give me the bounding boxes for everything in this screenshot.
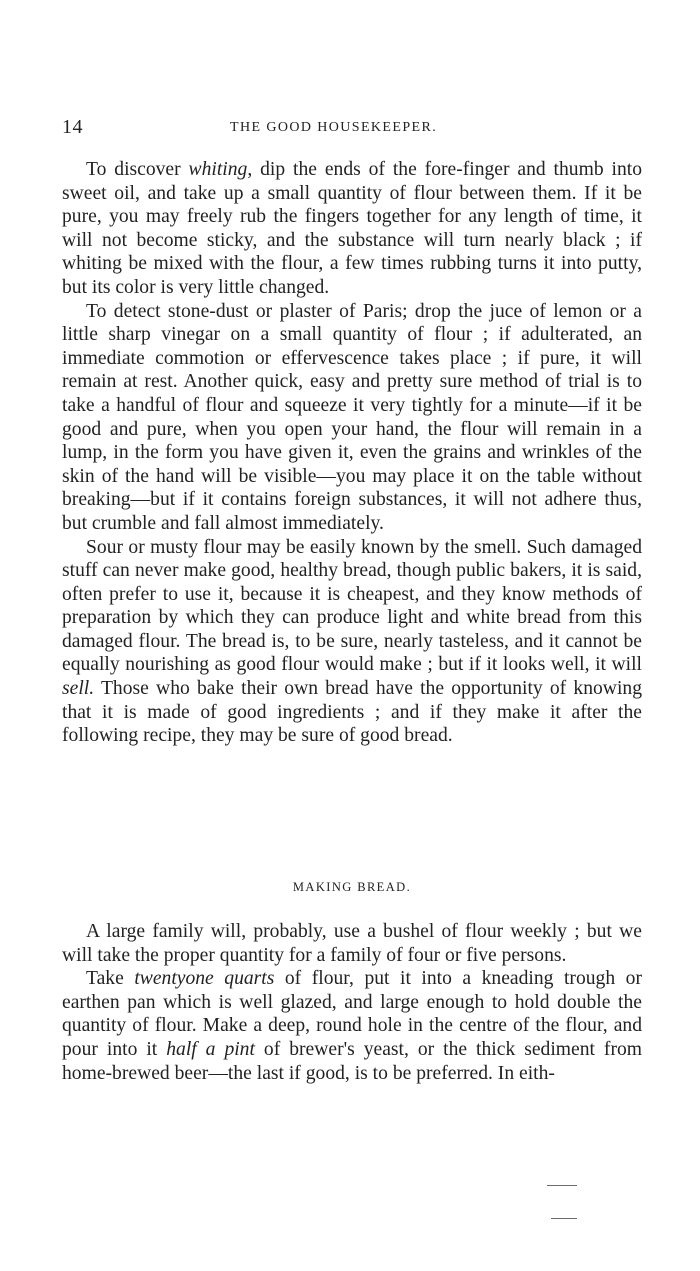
italic-term: sell. [62,678,95,700]
text-run: of flour, put it into a kneading trough or earthen pan which is well glazed, and large enough to hold double the quantity of flour. Make a deep, round hole in the centre of the flour, and pour into it [62,968,642,1060]
italic-term: twentyone quarts [134,968,275,990]
ink-mark [551,1218,577,1219]
text-run: Sour or musty flour may be easily known by the smell. Such damaged stuff can never make good, healthy bread, though public bakers, it is said, often prefer to use it, because it is cheapest, and they know methods of preparation by which they can produce light and white bread from this damaged flour. The bread is, to be sure, nearly tasteless, and it cannot be equally nourishing as good flour would make ; but if it looks well, it will [62,536,642,676]
text-run: Take [86,968,135,990]
paragraph-stone-dust: To detect stone-dust or plaster of Paris; drop the juce of lemon or a little sharp vinegar on a small quantity of flour ; if adulterated, an immediate commotion or effervescence takes place ; if pure, it will remain at rest. Another quick, easy and pretty sure method of trial is to take a handful of flour and squeeze it very tightly for a minute—if it be good and pure, when you open your hand, the flour will remain in a lump, in the form you have given it, even the grains and wrinkles of the skin of the hand will be visible—you may place it on the table without breaking—but if it contains foreign substances, it will not adhere thus, but crumble and fall almost immediately. [62,300,642,534]
paragraph-recipe [62,967,642,1085]
page-number: 14 [62,116,83,138]
paragraph-large-family: A large family will, probably, use a bushel of flour weekly ; but we will take the proper quantity for a family of four or five persons. [62,921,642,966]
italic-term: whiting [188,159,248,180]
text-run: of brewer's yeast, or the thick sediment from home-brewed beer—the last if good, is to be preferred. In eith- [62,1038,643,1084]
running-title: THE GOOD HOUSEKEEPER. [230,120,438,135]
section-heading: MAKING BREAD. [292,880,412,894]
italic-term: half a pint [166,1038,255,1060]
paragraph-sour-flour [62,536,642,748]
ink-mark [547,1185,577,1186]
text-run: Those who bake their own bread have the opportunity of knowing that it is made of good ingredients ; and if they make it after the following recipe, they may be sure of good bread. [62,678,642,747]
body-text-section-1 [62,158,642,748]
body-text-section-2 [62,920,642,1085]
text-run: To discover [86,159,189,180]
running-head [62,116,642,140]
text-run: , dip the ends of the fore-finger and thumb into sweet oil, and take up a small quantity of flour between them. If it be pure, you may freely rub the fingers together for any length of time, it will not become sticky, and the substance will turn nearly black ; if whiting be mixed with the flour, a few times rubbing turns it into putty, but its color is very little changed. [62,159,642,298]
paragraph-whiting [62,158,642,300]
